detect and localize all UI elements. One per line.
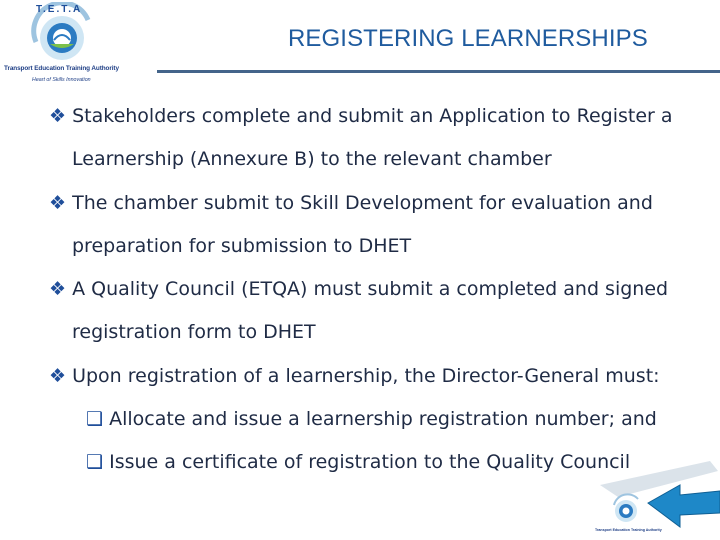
sub-bullet-1	[86, 398, 716, 441]
diamond-bullet-icon: ❖	[49, 365, 67, 387]
bullet-3	[49, 268, 709, 311]
logo-org-name: Transport Education Training Authority	[4, 65, 119, 72]
footer-org-name: Transport Education Training Authority	[595, 528, 662, 532]
logo-tagline: Heart of Skills Innovation	[32, 77, 91, 83]
bullet-2	[49, 182, 709, 225]
page-title: REGISTERING LEARNERSHIPS	[288, 25, 648, 52]
bullet-1-line2: Learnership (Annexure B) to the relevant chamber	[72, 148, 552, 170]
bullet-3-line2: registration form to DHET	[72, 321, 316, 343]
bullet-3-line1: A Quality Council (ETQA) must submit a completed and signed	[72, 278, 669, 300]
diamond-bullet-icon: ❖	[49, 105, 67, 127]
bullet-2-line1: The chamber submit to Skill Development for evaluation and	[72, 192, 653, 214]
bullet-1-line1: Stakeholders complete and submit an Application to Register a	[72, 105, 673, 127]
teta-logo	[4, 2, 124, 88]
sub-bullet-1-text: Allocate and issue a learnership registration number; and	[109, 408, 657, 430]
bullet-2-line2: preparation for submission to DHET	[72, 235, 412, 257]
diamond-bullet-icon: ❖	[49, 278, 67, 300]
square-bullet-icon: ❑	[86, 408, 104, 430]
square-bullet-icon: ❑	[86, 451, 104, 473]
logo-letters: T.E.T.A	[36, 4, 83, 15]
bullet-4-line1: Upon registration of a learnership, the Director-General must:	[72, 365, 660, 387]
sub-bullet-2-text: Issue a certificate of registration to the Quality Council	[109, 451, 631, 473]
title-divider	[157, 70, 720, 73]
bullet-4	[49, 355, 709, 398]
bullet-1	[49, 95, 709, 138]
diamond-bullet-icon: ❖	[49, 192, 67, 214]
